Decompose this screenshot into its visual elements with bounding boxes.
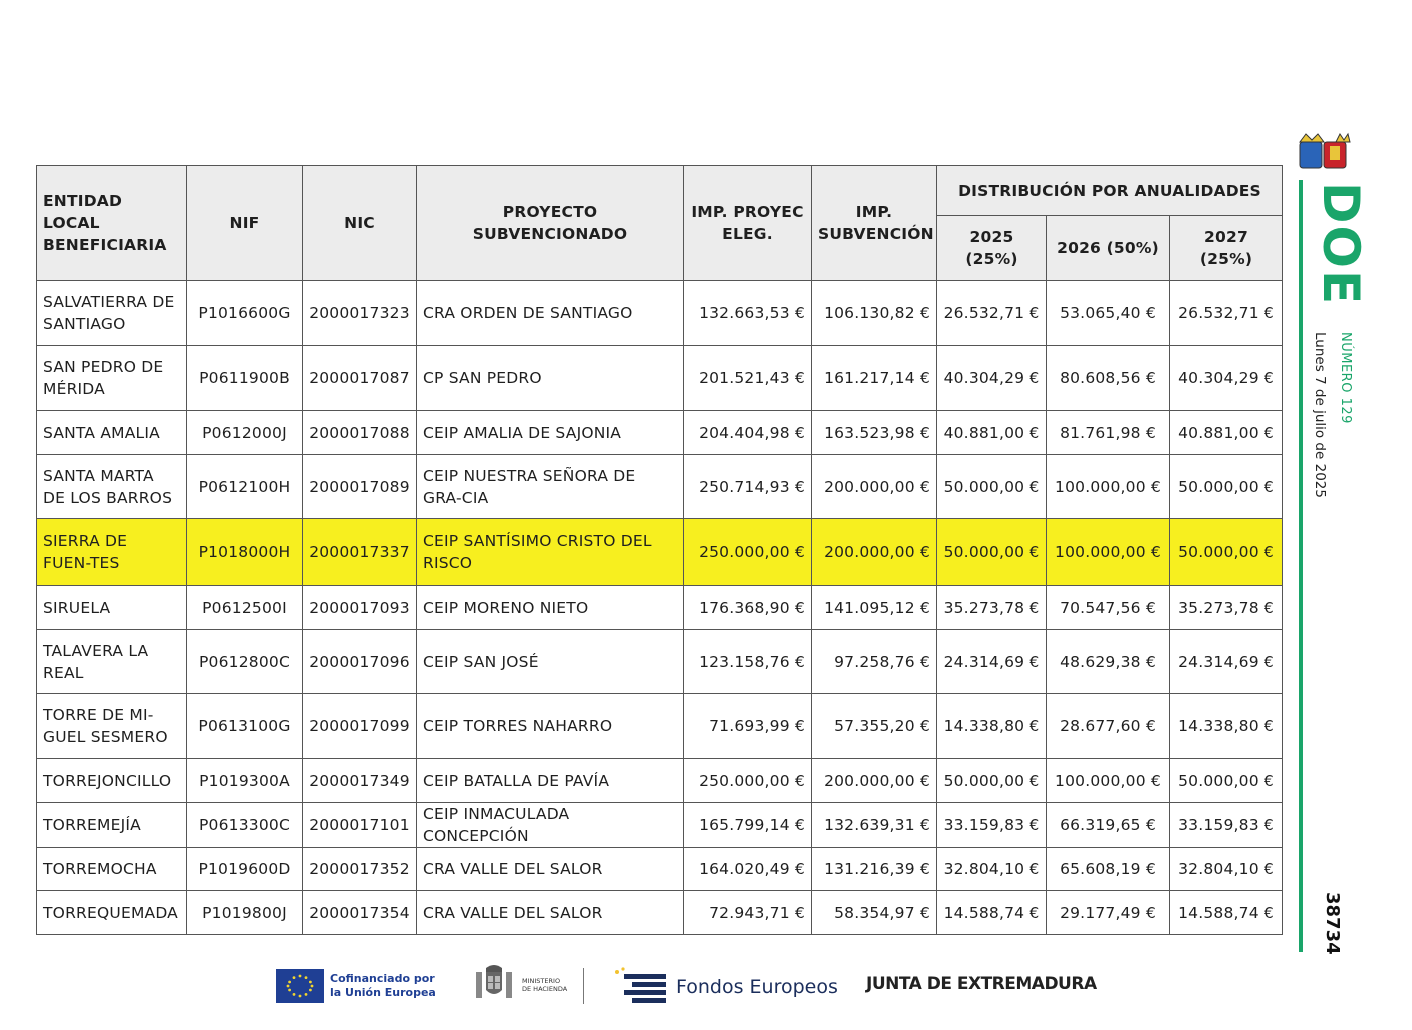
cell-imp-proyec: 204.404,98 € <box>684 411 812 455</box>
table-row <box>37 630 1283 694</box>
cell-proyecto: CEIP AMALIA DE SAJONIA <box>417 411 684 455</box>
table-row <box>37 759 1283 803</box>
cell-nic: 2000017089 <box>303 455 417 519</box>
table-row <box>37 281 1283 346</box>
header-proyecto: PROYECTO SUBVENCIONADO <box>417 166 684 281</box>
cell-nic: 2000017349 <box>303 759 417 803</box>
cell-nic: 2000017099 <box>303 694 417 759</box>
table-row <box>37 803 1283 848</box>
cell-imp-subvencion: 200.000,00 € <box>812 519 937 586</box>
doe-date: Lunes 7 de julio de 2025 <box>1312 332 1328 498</box>
cell-imp-subvencion: 131.216,39 € <box>812 848 937 891</box>
cell-nic: 2000017093 <box>303 586 417 630</box>
cell-entidad: SANTA AMALIA <box>37 411 187 455</box>
cell-entidad: TORREJONCILLO <box>37 759 187 803</box>
cell-2027: 24.314,69 € <box>1170 630 1283 694</box>
header-2025: 2025 (25%) <box>937 216 1047 281</box>
cell-2026: 28.677,60 € <box>1047 694 1170 759</box>
cell-imp-proyec: 250.000,00 € <box>684 759 812 803</box>
cell-nif: P1019300A <box>187 759 303 803</box>
cell-nif: P1016600G <box>187 281 303 346</box>
eu-cofinanced-label: Cofinanciado por la Unión Europea <box>330 972 436 999</box>
cell-nic: 2000017088 <box>303 411 417 455</box>
cell-imp-subvencion: 106.130,82 € <box>812 281 937 346</box>
cell-proyecto: CRA VALLE DEL SALOR <box>417 848 684 891</box>
cell-nic: 2000017354 <box>303 891 417 935</box>
table-row <box>37 891 1283 935</box>
cell-proyecto: CRA VALLE DEL SALOR <box>417 891 684 935</box>
extremadura-crest-icon <box>1296 132 1352 172</box>
cell-nif: P1018000H <box>187 519 303 586</box>
cell-2027: 26.532,71 € <box>1170 281 1283 346</box>
cell-nif: P1019800J <box>187 891 303 935</box>
cell-2026: 100.000,00 € <box>1047 455 1170 519</box>
cell-imp-subvencion: 141.095,12 € <box>812 586 937 630</box>
cell-2025: 24.314,69 € <box>937 630 1047 694</box>
cell-2025: 50.000,00 € <box>937 519 1047 586</box>
header-distribucion: DISTRIBUCIÓN POR ANUALIDADES <box>937 166 1283 216</box>
cell-2025: 14.338,80 € <box>937 694 1047 759</box>
cell-2025: 50.000,00 € <box>937 455 1047 519</box>
cell-proyecto: CEIP SAN JOSÉ <box>417 630 684 694</box>
cell-proyecto: CEIP BATALLA DE PAVÍA <box>417 759 684 803</box>
cell-nic: 2000017087 <box>303 346 417 411</box>
cell-imp-proyec: 71.693,99 € <box>684 694 812 759</box>
cell-imp-proyec: 250.714,93 € <box>684 455 812 519</box>
cell-nif: P0612100H <box>187 455 303 519</box>
cell-2026: 53.065,40 € <box>1047 281 1170 346</box>
cell-imp-proyec: 72.943,71 € <box>684 891 812 935</box>
cell-imp-subvencion: 57.355,20 € <box>812 694 937 759</box>
cell-2026: 100.000,00 € <box>1047 519 1170 586</box>
cell-2025: 14.588,74 € <box>937 891 1047 935</box>
cell-nic: 2000017352 <box>303 848 417 891</box>
cell-proyecto: CP SAN PEDRO <box>417 346 684 411</box>
cell-imp-subvencion: 161.217,14 € <box>812 346 937 411</box>
cell-imp-proyec: 123.158,76 € <box>684 630 812 694</box>
header-imp-proyec: IMP. PROYEC ELEG. <box>684 166 812 281</box>
header-2027: 2027 (25%) <box>1170 216 1283 281</box>
cell-2025: 26.532,71 € <box>937 281 1047 346</box>
cell-nif: P0612800C <box>187 630 303 694</box>
cell-2026: 48.629,38 € <box>1047 630 1170 694</box>
cell-nic: 2000017337 <box>303 519 417 586</box>
cell-imp-proyec: 164.020,49 € <box>684 848 812 891</box>
page-number: 38734 <box>1322 892 1343 955</box>
cell-2025: 33.159,83 € <box>937 803 1047 848</box>
cell-nif: P0613300C <box>187 803 303 848</box>
eu-flag-icon <box>276 969 324 1003</box>
cell-2026: 65.608,19 € <box>1047 848 1170 891</box>
cell-entidad: TORREMEJÍA <box>37 803 187 848</box>
header-nif: NIF <box>187 166 303 281</box>
cell-nic: 2000017096 <box>303 630 417 694</box>
ministry-label: MINISTERIO DE HACIENDA <box>522 977 568 993</box>
cell-2027: 50.000,00 € <box>1170 759 1283 803</box>
cell-entidad: SALVATIERRA DE SANTIAGO <box>37 281 187 346</box>
fondos-europeos-label: Fondos Europeos <box>676 976 838 998</box>
cell-nic: 2000017101 <box>303 803 417 848</box>
cell-entidad: TORREQUEMADA <box>37 891 187 935</box>
cell-proyecto: CEIP SANTÍSIMO CRISTO DEL RISCO <box>417 519 684 586</box>
cell-2027: 14.588,74 € <box>1170 891 1283 935</box>
cell-imp-proyec: 201.521,43 € <box>684 346 812 411</box>
cell-imp-proyec: 132.663,53 € <box>684 281 812 346</box>
header-imp-subvencion: IMP. SUBVENCIÓN <box>812 166 937 281</box>
cell-2027: 40.304,29 € <box>1170 346 1283 411</box>
table-row <box>37 411 1283 455</box>
cell-nif: P0612500I <box>187 586 303 630</box>
cell-nif: P0611900B <box>187 346 303 411</box>
doe-title: DOE <box>1312 182 1370 307</box>
cell-imp-proyec: 176.368,90 € <box>684 586 812 630</box>
logo-separator <box>583 968 584 1004</box>
cell-proyecto: CEIP MORENO NIETO <box>417 586 684 630</box>
cell-2027: 50.000,00 € <box>1170 455 1283 519</box>
cell-2026: 70.547,56 € <box>1047 586 1170 630</box>
cell-imp-subvencion: 163.523,98 € <box>812 411 937 455</box>
cell-nic: 2000017323 <box>303 281 417 346</box>
cell-imp-subvencion: 58.354,97 € <box>812 891 937 935</box>
junta-extremadura-label: JUNTA DE EXTREMADURA <box>866 974 1097 994</box>
spain-crest-icon <box>472 962 516 1006</box>
cell-2025: 32.804,10 € <box>937 848 1047 891</box>
cell-proyecto: CRA ORDEN DE SANTIAGO <box>417 281 684 346</box>
cell-2025: 50.000,00 € <box>937 759 1047 803</box>
cell-imp-subvencion: 132.639,31 € <box>812 803 937 848</box>
cell-nif: P1019600D <box>187 848 303 891</box>
cell-entidad: SIRUELA <box>37 586 187 630</box>
cell-entidad: SANTA MARTA DE LOS BARROS <box>37 455 187 519</box>
cell-imp-subvencion: 97.258,76 € <box>812 630 937 694</box>
cell-2027: 35.273,78 € <box>1170 586 1283 630</box>
cell-2026: 66.319,65 € <box>1047 803 1170 848</box>
cell-imp-subvencion: 200.000,00 € <box>812 759 937 803</box>
fondos-europeos-icon <box>612 966 668 1006</box>
table-row <box>37 519 1283 586</box>
cell-2026: 100.000,00 € <box>1047 759 1170 803</box>
table-row <box>37 586 1283 630</box>
cell-2026: 29.177,49 € <box>1047 891 1170 935</box>
doe-accent-line <box>1299 180 1303 952</box>
cell-entidad: TORREMOCHA <box>37 848 187 891</box>
cell-2027: 14.338,80 € <box>1170 694 1283 759</box>
cell-entidad: TORRE DE MI-GUEL SESMERO <box>37 694 187 759</box>
cell-2026: 81.761,98 € <box>1047 411 1170 455</box>
cell-entidad: SAN PEDRO DE MÉRIDA <box>37 346 187 411</box>
table-row <box>37 455 1283 519</box>
table-row <box>37 848 1283 891</box>
cell-proyecto: CEIP TORRES NAHARRO <box>417 694 684 759</box>
cell-proyecto: CEIP NUESTRA SEÑORA DE GRA-CIA <box>417 455 684 519</box>
header-2026: 2026 (50%) <box>1047 216 1170 281</box>
table-row <box>37 346 1283 411</box>
cell-nif: P0613100G <box>187 694 303 759</box>
doe-number: NÚMERO 129 <box>1338 332 1353 424</box>
cell-imp-proyec: 250.000,00 € <box>684 519 812 586</box>
cell-2026: 80.608,56 € <box>1047 346 1170 411</box>
cell-entidad: TALAVERA LA REAL <box>37 630 187 694</box>
subsidy-table <box>36 165 1283 935</box>
cell-2025: 40.881,00 € <box>937 411 1047 455</box>
cell-imp-subvencion: 200.000,00 € <box>812 455 937 519</box>
cell-2025: 40.304,29 € <box>937 346 1047 411</box>
table-row <box>37 694 1283 759</box>
cell-nif: P0612000J <box>187 411 303 455</box>
cell-proyecto: CEIP INMACULADA CONCEPCIÓN <box>417 803 684 848</box>
cell-2027: 32.804,10 € <box>1170 848 1283 891</box>
cell-entidad: SIERRA DE FUEN-TES <box>37 519 187 586</box>
header-entidad: ENTIDAD LOCAL BENEFICIARIA <box>37 166 187 281</box>
cell-2027: 50.000,00 € <box>1170 519 1283 586</box>
header-nic: NIC <box>303 166 417 281</box>
cell-2027: 40.881,00 € <box>1170 411 1283 455</box>
cell-imp-proyec: 165.799,14 € <box>684 803 812 848</box>
cell-2027: 33.159,83 € <box>1170 803 1283 848</box>
cell-2025: 35.273,78 € <box>937 586 1047 630</box>
